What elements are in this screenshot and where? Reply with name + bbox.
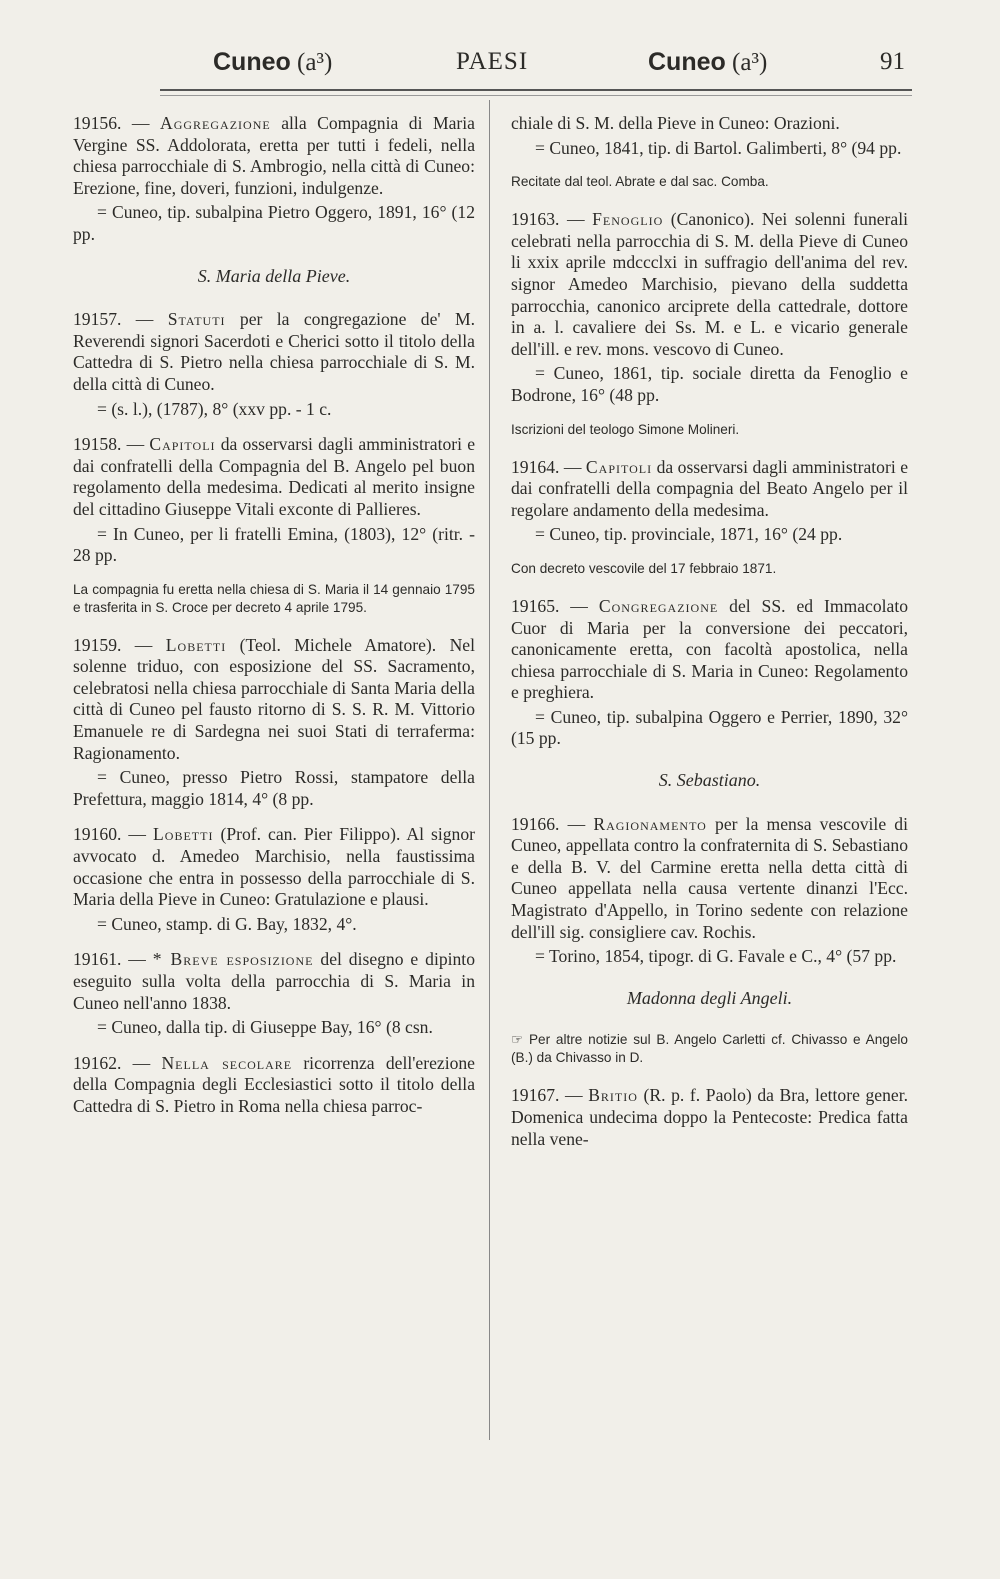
entry-number: 19166. — — [511, 813, 594, 834]
entry-note: La compagnia fu eretta nella chiesa di S. Maria il 14 gennaio 1795 e trasferita in S. Croce per decreto 4 aprile 1795. — [73, 581, 475, 615]
entry-number: 19161. — — [73, 949, 153, 970]
entry-text: del SS. ed Immacolato Cuor di Maria per la conversione dei peccatori, canonicamente eretta, con facoltà apostolica, nella chiesa parrocchiale di S. Maria in Cuneo: Regolamento e preghiera. — [511, 595, 908, 703]
entry-lead: Congregazione — [598, 595, 719, 616]
entry-number: 19165. — — [511, 595, 599, 616]
header-left-place: Cuneo — [213, 48, 291, 76]
entry-imprint: = Cuneo, tip. subalpina Pietro Oggero, 1891, 16° (12 pp. — [73, 202, 475, 244]
catalog-entry — [73, 434, 475, 567]
left-column — [73, 113, 475, 1132]
entry-lead: Lobetti — [165, 634, 227, 655]
page-number: 91 — [880, 48, 905, 75]
entry-imprint: = Torino, 1854, tipogr. di G. Favale e C., 4° (57 pp. — [535, 946, 897, 967]
entry-body — [511, 113, 908, 135]
entry-number: 19157. — — [73, 309, 168, 330]
entry-number: 19158. — — [73, 434, 150, 455]
catalog-entry — [511, 113, 908, 159]
section-heading: Madonna degli Angeli. — [626, 987, 793, 1008]
entry-body — [73, 113, 475, 199]
entry-body — [73, 434, 475, 520]
entry-text: (R. p. f. Paolo) da Bra, lettore gener. Domenica undecima doppo la Pentecoste: Predica fatta nella vene- — [511, 1085, 908, 1149]
entry-number: 19167. — — [511, 1085, 589, 1106]
header-rule — [160, 89, 912, 91]
entry-number: 19156. — — [73, 113, 161, 133]
entry-imprint: = Cuneo, stamp. di G. Bay, 1832, 4°. — [97, 913, 357, 934]
entry-lead: Ragionamento — [593, 813, 707, 834]
header-right — [648, 48, 767, 77]
entry-text: (Teol. Michele Amatore). Nel solenne triduo, con esposizione del SS. Sacramento, celebratosi nella chiesa parrocchiale di Santa Maria della città di Cuneo pel fausto ritorno di S. S. R. M. Vittorio Emanuele re di Sardegna nei suoi Stati di terraferma: Ragionamento. — [73, 634, 475, 763]
catalog-entry — [511, 814, 908, 968]
entry-body — [73, 1053, 475, 1118]
entry-imprint: = Cuneo, tip. subalpina Oggero e Perrier, 1890, 32° (15 pp. — [511, 706, 908, 749]
catalog-entry — [73, 1053, 475, 1118]
entry-imprint: = Cuneo, presso Pietro Rossi, stampatore della Prefettura, maggio 1814, 4° (8 pp. — [73, 767, 475, 809]
section-heading: S. Maria della Pieve. — [197, 265, 351, 286]
entry-lead: Capitoli — [149, 434, 216, 455]
catalog-entry — [73, 309, 475, 420]
entry-lead: Nella secolare — [161, 1052, 293, 1073]
entry-text: (Prof. can. Pier Filippo). Al signor avvocato d. Amedeo Marchisio, nella faustissima occasione che entra in possesso della parrocchiale di S. Maria della Pieve in Cuneo: Gratulazione e plausi. — [73, 824, 475, 910]
entry-number: 19160. — — [73, 824, 154, 845]
entry-lead: Capitoli — [585, 456, 653, 477]
entry-note: ☞ Per altre notizie sul B. Angelo Carletti cf. Chivasso e Angelo (B.) da Chivasso in D. — [511, 1032, 908, 1066]
entry-body — [511, 814, 908, 944]
entry-body — [73, 949, 475, 1014]
header-right-code: (a³) — [732, 49, 768, 76]
catalog-entry — [73, 824, 475, 935]
catalog-entry — [73, 949, 475, 1038]
right-column — [511, 113, 908, 1164]
catalog-entry — [511, 457, 908, 546]
section-heading: S. Sebastiano. — [658, 770, 761, 791]
entry-note: Iscrizioni del teologo Simone Molineri. — [511, 421, 740, 437]
header-rule-thin — [160, 95, 912, 96]
entry-body — [73, 824, 475, 910]
entry-imprint: = In Cuneo, per li fratelli Emina, (1803), 12° (ritr. - 28 pp. — [73, 523, 475, 566]
entry-text: chiale di S. M. della Pieve in Cuneo: Orazioni. — [511, 113, 840, 133]
entry-lead: Lobetti — [153, 824, 214, 845]
entry-text: per la congregazione de' M. Reverendi signori Sacerdoti e Cherici sotto il titolo della Cattedra di S. Pietro nella chiesa parrocchiale di S. M. della città di Cuneo. — [73, 309, 475, 394]
entry-number: 19162. — — [73, 1052, 162, 1073]
entry-text: (Canonico). Nei solenni funerali celebrati nella parrocchia di S. M. della Pieve di Cuneo li xxix aprile mdccclxi in suffragio dell'anima del rev. signor Amedeo Marchisio, pievano della suddetta parrocchia, canonico arciprete della cattedrale, dottore in a. l. cavaliere dei Ss. M. e L. e vicario generale dell'ill. e rev. mons. vescovo di Cuneo. — [511, 209, 908, 359]
entry-text: ricorrenza dell'erezione della Compagnia degli Ecclesiastici sotto il titolo della Cattedra di S. Pietro in Roma nella chiesa parroc- — [73, 1052, 475, 1116]
catalog-entry — [511, 209, 908, 406]
entry-number: 19159. — — [73, 634, 166, 655]
header-left — [213, 48, 332, 77]
entry-number: 19164. — — [511, 456, 586, 477]
catalog-entry — [511, 596, 908, 750]
entry-text: per la mensa vescovile di Cuneo, appellata contro la confraternita di S. Sebastiano e della B. V. del Carmine eretta nella detta città di Cuneo appellata nella causa vertente dinanzi l'Ecc. Magistrato d'Appello, in Torino sedente con relazione dell'ill sig. consigliere cav. Rochis. — [511, 813, 908, 942]
entry-text: del disegno e dipinto eseguito sulla volta della parrocchia di S. Maria in Cuneo nell'anno 1838. — [73, 949, 475, 1013]
entry-imprint: = Cuneo, dalla tip. di Giuseppe Bay, 16° (8 csn. — [97, 1017, 433, 1038]
entry-lead: * Breve esposizione — [152, 949, 314, 970]
entry-body — [511, 457, 908, 522]
entry-lead: Britio — [588, 1085, 638, 1106]
header-center: PAESI — [456, 48, 529, 75]
entry-body — [511, 596, 908, 704]
header-right-place: Cuneo — [648, 48, 726, 76]
entry-text: da osservarsi dagli amministratori e dai confratelli della compagnia del Beato Angelo per il regolare andamento della medesima. — [511, 456, 908, 520]
entry-body — [73, 635, 475, 765]
header-left-code: (a³) — [297, 49, 333, 76]
catalog-entry — [73, 113, 475, 246]
catalog-entry — [73, 635, 475, 811]
entry-imprint: = Cuneo, tip. provinciale, 1871, 16° (24 pp. — [535, 524, 843, 545]
entry-imprint: = (s. l.), (1787), 8° (xxv pp. - 1 c. — [97, 398, 332, 419]
column-divider — [489, 100, 490, 1440]
entry-lead: Fenoglio — [592, 209, 664, 230]
entry-imprint: = Cuneo, 1841, tip. di Bartol. Galimberti, 8° (94 pp. — [535, 137, 902, 158]
entry-note: Recitate dal teol. Abrate e dal sac. Comba. — [511, 174, 769, 190]
entry-body — [511, 209, 908, 360]
entry-text: alla Compagnia di Maria Vergine SS. Addolorata, eretta per tutti i fedeli, nella chiesa parrocchiale di S. Ambrogio, nella città di Cuneo: Erezione, fine, doveri, funzioni, indulgenze. — [73, 113, 475, 198]
entry-lead: Statuti — [167, 309, 226, 330]
entry-note: Con decreto vescovile del 17 febbraio 1871. — [511, 560, 777, 576]
entry-text: da osservarsi dagli amministratori e dai confratelli della Compagnia del B. Angelo pel buon regolamento della medesima. Dedicati al merito insigne del cittadino Giuseppe Vitali exconte di Pallieres. — [73, 434, 476, 519]
entry-number: 19163. — — [511, 209, 593, 230]
catalog-entry — [511, 1085, 908, 1150]
entry-imprint: = Cuneo, 1861, tip. sociale diretta da Fenoglio e Bodrone, 16° (48 pp. — [511, 363, 908, 405]
running-header — [70, 44, 920, 88]
entry-body — [73, 309, 475, 395]
entry-body — [511, 1085, 908, 1150]
entry-lead: Aggregazione — [160, 113, 271, 133]
